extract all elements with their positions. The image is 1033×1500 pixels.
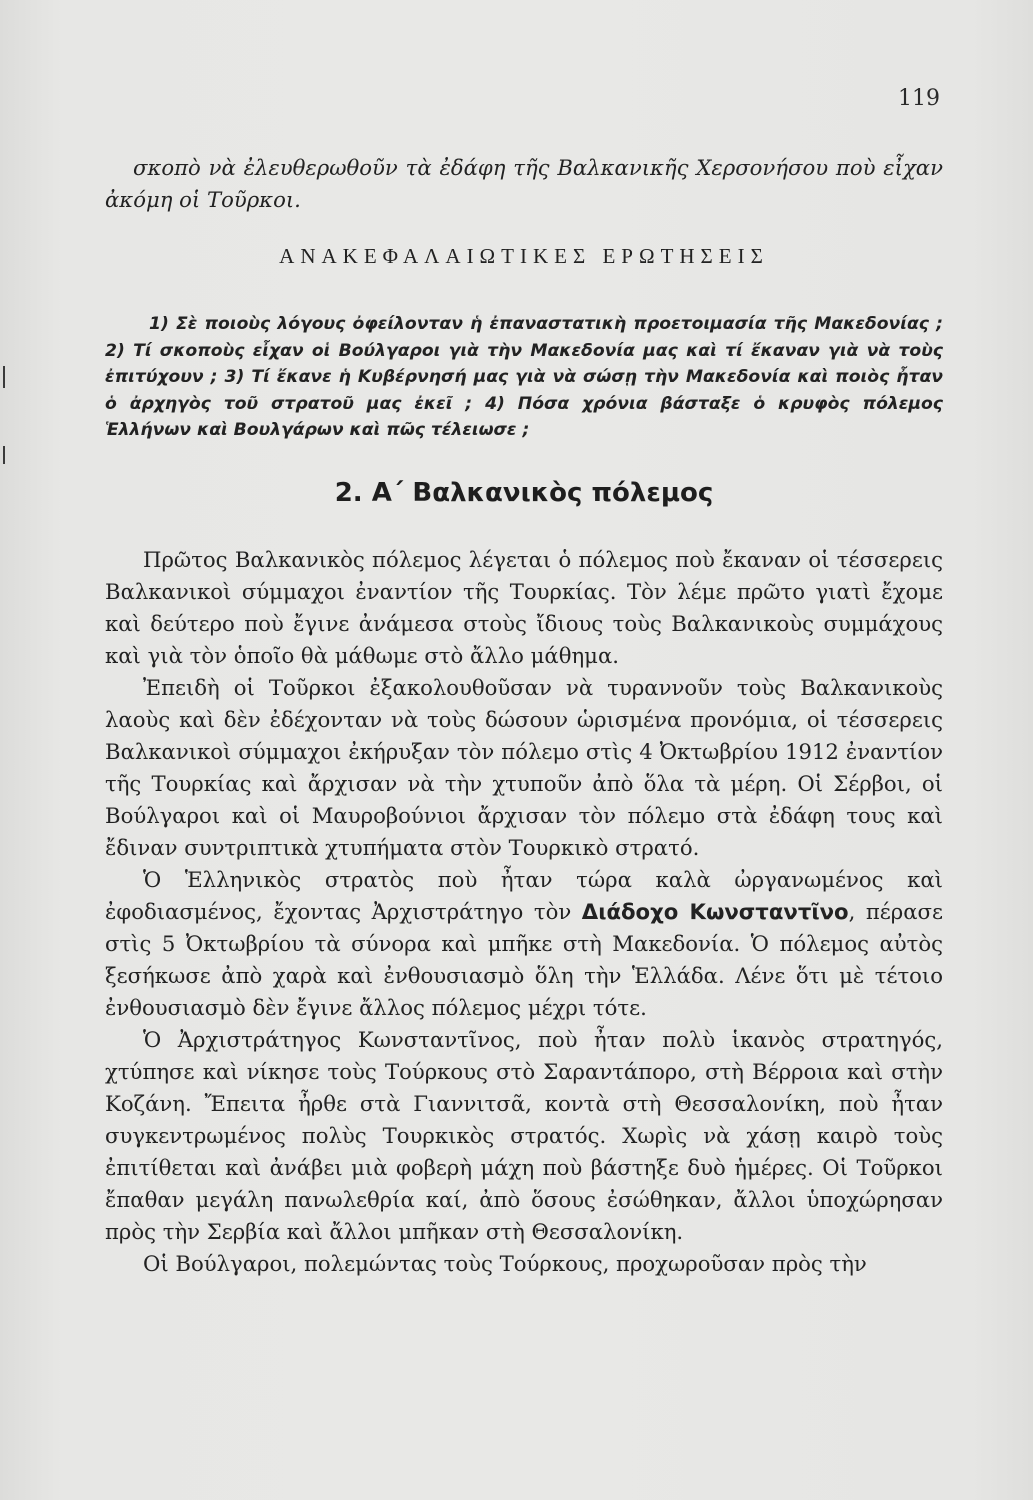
paragraph-text: Ὁ Ἑλληνικὸς στρατὸς ποὺ ἦταν τώρα καλὰ ὠργανωμένος καὶ ἐφοδιασμένος, ἔχοντας Ἀρχιστράτηγο τὸν <box>105 867 943 924</box>
section-title: 2. Α΄ Βαλκανικὸς πόλεμος <box>334 478 714 508</box>
continuation-paragraph: σκοπὸ νὰ ἐλευθερωθοῦν τὰ ἐδάφη τῆς Βαλκανικῆς Χερσονήσου ποὺ εἶχαν ἀκόμη οἱ Τοῦρκοι. <box>105 155 943 212</box>
review-questions-heading: ΑΝΑΚΕΦΑΛΑΙΩΤΙΚΕΣ ΕΡΩΤΗΣΕΙΣ <box>279 244 769 268</box>
paragraph: Πρῶτος Βαλκανικὸς πόλεμος λέγεται ὁ πόλεμος ποὺ ἔκαναν οἱ τέσσερεις Βαλκανικοὶ σύμμαχοι ἐναντίον τῆς Τουρκίας. Τὸν λέμε πρῶτο γιατὶ ἔχομε καὶ δεύτερο ποὺ ἔγινε ἀνάμεσα στοὺς ἴδιους τοὺς Βαλκανικοὺς συμμάχους καὶ γιὰ τὸν ὁποῖο θὰ μάθωμε στὸ ἄλλο μάθημα. <box>105 547 943 668</box>
review-questions-text: 1) Σὲ ποιοὺς λόγους ὀφείλονταν ἡ ἐπαναστατικὴ προετοιμασία τῆς Μακεδονίας ; 2) Τί σκοποὺς εἶχαν οἱ Βούλγαροι γιὰ τὴν Μακεδονία μας καὶ τί ἔκαναν γιὰ νὰ τοὺς ἐπιτύχουν ; 3) Τί ἔκανε ἡ Κυβέρνησή μας γιὰ νὰ σώσῃ τὴν Μακεδονία καὶ ποιὸς ἦταν ὁ ἀρχηγὸς τοῦ στρατοῦ μας ἐκεῖ ; 4) Πόσα χρόνια βάσταξε ὁ κρυφὸς πόλεμος Ἑλλήνων καὶ Βουλγάρων καὶ πῶς τέλειωσε ; <box>105 314 943 441</box>
paragraph <box>105 864 943 1024</box>
paragraph: Ὁ Ἀρχιστράτηγος Κωνσταντῖνος, ποὺ ἦταν πολὺ ἱκανὸς στρατηγός, χτύπησε καὶ νίκησε τοὺς Τούρκους στὸ Σαραντάπορο, στὴ Βέρροια καὶ στὴν Κοζάνη. Ἔπειτα ἦρθε στὰ Γιαννιτσᾶ, κοντὰ στὴ Θεσσαλονίκη, ποὺ ἦταν συγκεντρωμένος πολὺς Τουρκικὸς στρατός. Χωρὶς νὰ χάσῃ καιρὸ τοὺς ἐπιτίθεται καὶ ἀνάβει μιὰ φοβερὴ μάχη ποὺ βάστηξε δυὸ ἡμέρες. Οἱ Τοῦρκοι ἔπαθαν μεγάλη πανωλεθρία καί, ἀπὸ ὅσους ἐσώθηκαν, ἄλλοι ὑποχώρησαν πρὸς τὴν Σερβία καὶ ἄλλοι μπῆκαν στὴ Θεσσαλονίκη. <box>105 1027 943 1244</box>
page-number: 119 <box>898 86 940 111</box>
review-questions <box>105 294 943 461</box>
margin-mark <box>3 446 5 464</box>
margin-mark <box>3 366 5 388</box>
paragraph: Οἱ Βούλγαροι, πολεμώντας τοὺς Τούρκους, προχωροῦσαν πρὸς τὴν <box>143 1251 867 1276</box>
bold-name: Διάδοχο Κωνσταντῖνο <box>581 899 849 924</box>
paragraph: Ἐπειδὴ οἱ Τοῦρκοι ἐξακολουθοῦσαν νὰ τυραννοῦν τοὺς Βαλκανικοὺς λαοὺς καὶ δὲν ἐδέχονταν νὰ τοὺς δώσουν ὡρισμένα προνόμια, οἱ τέσσερεις Βαλκανικοὶ σύμμαχοι ἐκήρυξαν τὸν πόλεμο στὶς 4 Ὀκτωβρίου 1912 ἐναντίον τῆς Τουρκίας καὶ ἄρχισαν νὰ τὴν χτυποῦν ἀπὸ ὅλα τὰ μέρη. Οἱ Σέρβοι, οἱ Βούλγαροι καὶ οἱ Μαυροβούνιοι ἄρχισαν τὸν πόλεμο στὰ ἐδάφη τους καὶ ἔδιναν συντριπτικὰ χτυπήματα στὸν Τουρκικὸ στρατό. <box>105 675 943 860</box>
paragraph-text: , πέρασε στὶς 5 Ὀκτωβρίου τὰ σύνορα καὶ μπῆκε στὴ Μακεδονία. Ὁ πόλεμος αὐτὸς ξεσήκωσε ἀπὸ χαρὰ καὶ ἐνθουσιασμὸ ὅλη τὴν Ἑλλάδα. Λένε ὅτι μὲ τέτοιο ἐνθουσιασμὸ δὲν ἔγινε ἄλλος πόλεμος μέχρι τότε. <box>105 899 943 1020</box>
section-body <box>105 544 943 1280</box>
